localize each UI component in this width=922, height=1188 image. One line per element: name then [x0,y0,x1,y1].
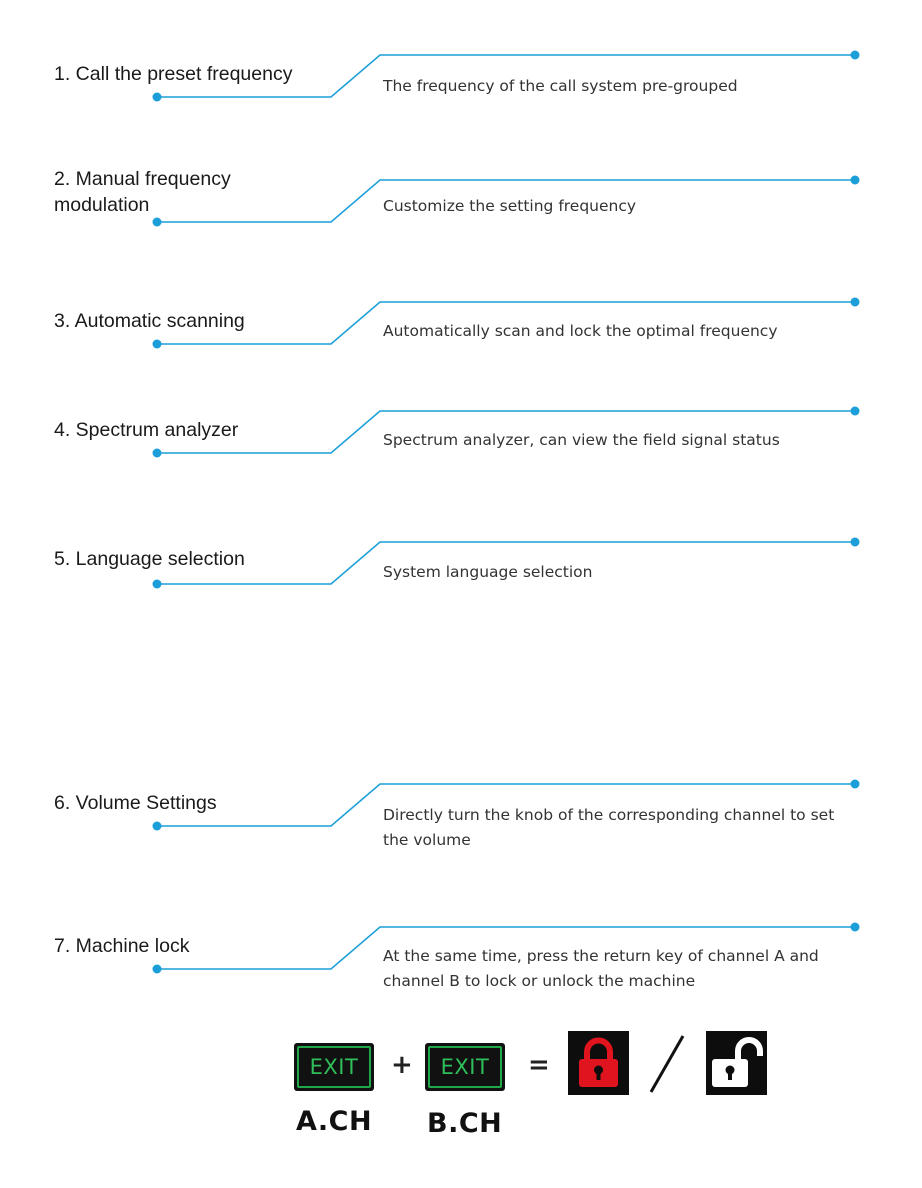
padlock-locked-icon [568,1031,629,1095]
feature-row-4 [0,396,922,486]
feature-row-2 [0,165,922,255]
separator-slash-icon [643,1030,693,1100]
feature-title: 1. Call the preset frequency [54,63,293,85]
feature-title: 6. Volume Settings [54,792,217,814]
feature-description: At the same time, press the return key of channel A and channel B to lock or unlock the machine [383,947,819,990]
feature-row-5 [0,527,922,617]
exit-key-b [425,1043,505,1091]
padlock-unlocked-icon [706,1031,767,1095]
feature-description: Directly turn the knob of the corresponding channel to set the volume [383,806,835,849]
feature-description: The frequency of the call system pre-grouped [383,77,738,95]
plus-sign: + [391,1050,413,1080]
exit-key-label: EXIT [297,1046,371,1088]
exit-key-label: EXIT [428,1046,502,1088]
machine-lock-illustration [0,1030,922,1160]
channel-b-label: B.CH [427,1108,503,1139]
exit-key-a [294,1043,374,1091]
feature-title: 5. Language selection [54,548,245,570]
equals-sign: = [528,1050,550,1080]
feature-row-3 [0,287,922,377]
feature-title: 7. Machine lock [54,935,190,957]
channel-a-label: A.CH [296,1106,373,1137]
feature-description: Customize the setting frequency [383,197,637,215]
feature-row-1 [0,40,922,130]
feature-title: 4. Spectrum analyzer [54,419,239,441]
feature-title: 3. Automatic scanning [54,310,245,332]
padlock-locked-icon [568,1031,629,1095]
feature-row-7 [0,912,922,1002]
feature-description: System language selection [383,563,593,581]
feature-description: Spectrum analyzer, can view the field signal status [383,431,780,449]
feature-row-6 [0,769,922,859]
feature-description: Automatically scan and lock the optimal frequency [383,322,778,340]
padlock-unlocked-icon [706,1031,767,1095]
feature-title: 2. Manual frequency modulation [54,168,231,216]
